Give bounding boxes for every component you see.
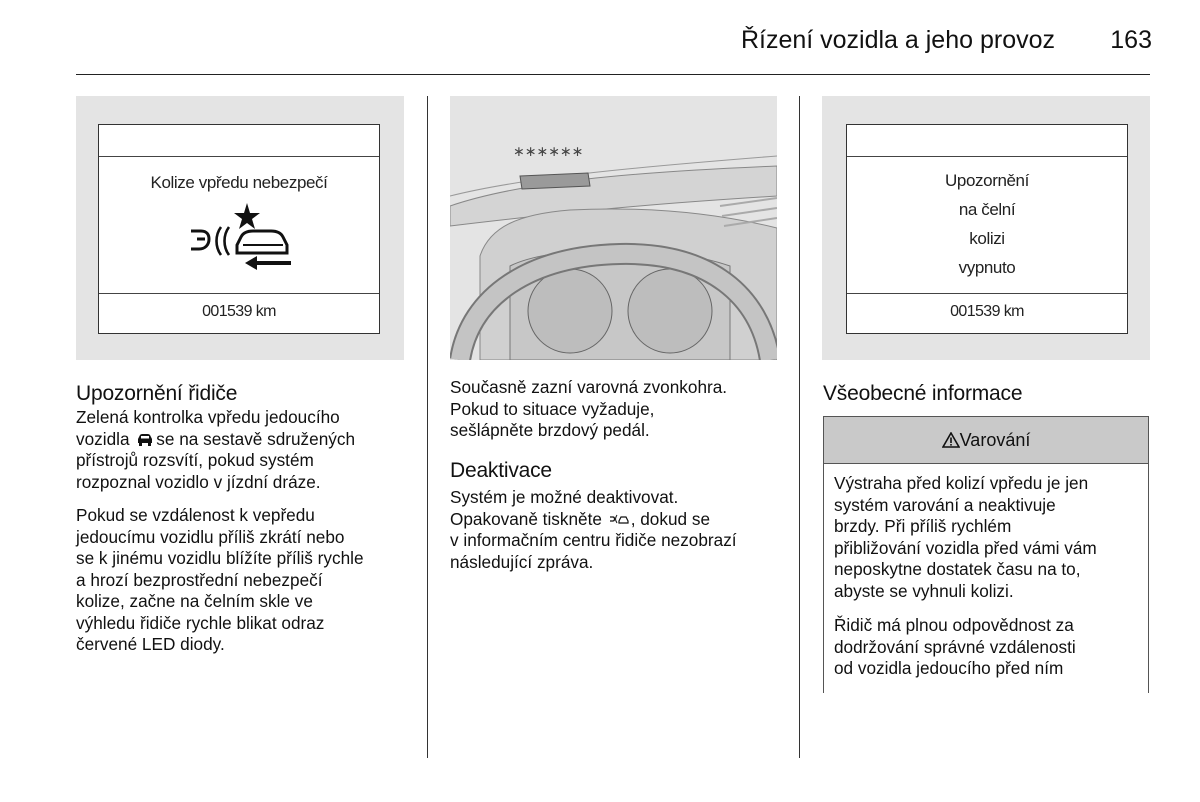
warning-paragraph-1: [834, 473, 1097, 602]
collision-alert-button-icon: [609, 512, 629, 526]
section-heading-general-info: Všeobecné informace: [823, 382, 1023, 405]
paragraph-driver-alert: [76, 407, 355, 493]
text-line: Současně zazní varovná zvonkohra.: [450, 377, 728, 397]
paragraph-distance-warning: [76, 505, 364, 656]
text-line: Výstraha před kolizí vpředu je jen: [834, 473, 1089, 493]
display-divider: [99, 156, 379, 157]
warning-box-header: [823, 416, 1149, 464]
text-line: přibližování vozidla před vámi vám: [834, 537, 1097, 558]
display-illustration-collision: [76, 96, 404, 360]
text-line: a hrozí bezprostřední nebezpečí: [76, 569, 323, 590]
led-reflection-stars: ∗∗∗∗∗∗: [513, 144, 584, 160]
paragraph-chime: [450, 377, 727, 442]
text-line: abyste se vyhnuli kolizi.: [834, 580, 1014, 601]
text-line: brzdy. Při příliš rychlém: [834, 516, 1012, 536]
display-divider: [847, 293, 1127, 294]
text-line: v informačním centru řidiče nezobrazí: [450, 530, 737, 550]
display-message-line: kolizi: [969, 229, 1005, 248]
info-display-screen: [846, 124, 1128, 334]
warning-triangle-icon: [942, 432, 960, 448]
text-line: jedoucímu vozidlu příliš zkrátí nebo: [76, 526, 345, 547]
text-fragment: , dokud se: [630, 508, 711, 529]
text-fragment: vozidla: [76, 428, 130, 449]
text-line: přístrojů rozsvítí, pokud systém: [76, 450, 314, 470]
text-line: od vozidla jedoucího před ním: [834, 658, 1064, 678]
display-message-line: Upozornění: [945, 171, 1029, 190]
page-number: 163: [1110, 26, 1152, 54]
running-header-title: Řízení vozidla a jeho provoz: [740, 26, 1055, 54]
text-line: sešlápněte brzdový pedál.: [450, 420, 650, 440]
text-line: neposkytne dostatek času na to,: [834, 559, 1081, 579]
text-line: systém varování a neaktivuje: [834, 494, 1056, 515]
odometer-reading: 001539 km: [202, 303, 276, 320]
info-display-screen: [98, 124, 380, 334]
text-line: kolize, začne na čelním skle ve: [76, 591, 313, 611]
text-line: dodržování správné vzdálenosti: [834, 636, 1076, 657]
section-heading-driver-alert: Upozornění řidiče: [76, 382, 238, 405]
display-divider: [99, 293, 379, 294]
text-line: [76, 429, 355, 451]
header-rule: [76, 74, 1150, 75]
display-message-line: vypnuto: [958, 258, 1016, 277]
warning-box-body: [823, 463, 1149, 693]
dashboard-windshield-led-icon: [450, 96, 777, 360]
text-line: červené LED diody.: [76, 634, 225, 654]
display-message-line: na čelní: [958, 200, 1016, 219]
text-line: Řidič má plnou odpovědnost za: [834, 615, 1074, 635]
section-heading-deactivation: Deaktivace: [450, 459, 552, 482]
display-illustration-disabled: [822, 96, 1150, 360]
text-line: rozpoznal vozidlo v jízdní dráze.: [76, 471, 321, 492]
paragraph-deactivation: [450, 487, 737, 573]
odometer-reading: 001539 km: [950, 303, 1024, 320]
warning-paragraph-2: [834, 615, 1076, 680]
warning-title: Varování: [959, 430, 1031, 450]
text-line: Pokud to situace vyžaduje,: [450, 398, 655, 419]
text-line: výhledu řidiče rychle blikat odraz: [76, 612, 325, 633]
text-line: se k jinému vozidlu blížíte příliš rychle: [76, 548, 364, 568]
column-divider: [799, 96, 800, 758]
text-fragment: se na sestavě sdružených: [156, 428, 356, 449]
text-line: Zelená kontrolka vpředu jedoucího: [76, 407, 340, 427]
text-line: [450, 509, 737, 531]
text-line: Systém je možné deaktivovat.: [450, 487, 679, 507]
forward-collision-alert-icon: [187, 201, 299, 271]
display-divider: [847, 156, 1127, 157]
text-line: následující zpráva.: [450, 551, 594, 572]
column-divider: [427, 96, 428, 758]
text-line: Pokud se vzdálenost k vepředu: [76, 505, 315, 525]
vehicle-ahead-icon: [137, 433, 153, 446]
text-fragment: Opakovaně tiskněte: [450, 508, 602, 529]
display-message: Kolize vpředu nebezpečí: [150, 173, 328, 192]
dashboard-illustration: [450, 96, 777, 360]
